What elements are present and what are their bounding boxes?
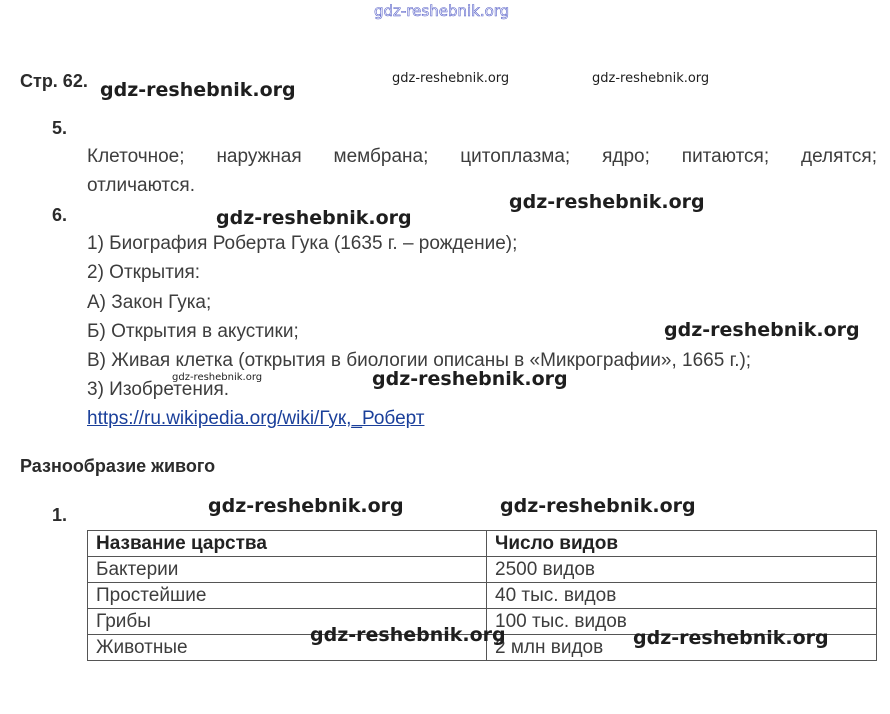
task6-line: 1) Биография Роберта Гука (1635 г. – рождение);	[87, 233, 518, 254]
wikipedia-link[interactable]: https://ru.wikipedia.org/wiki/Гук,_Роберт	[87, 408, 425, 429]
table-cell: Простейшие	[88, 583, 487, 609]
watermark: gdz-reshebnik.org	[592, 71, 710, 86]
table-cell: 2 млн видов	[487, 635, 877, 661]
task-number: 5.	[52, 118, 68, 138]
task6-line: Б) Открытия в акустики;	[87, 321, 299, 342]
watermark: gdz-reshebnik.org	[310, 624, 506, 646]
watermark: gdz-reshebnik.org	[372, 368, 568, 390]
watermark: gdz-reshebnik.org	[633, 627, 829, 649]
task5-text: Клеточное; наружная мембрана; цитоплазма; ядро; питаются; делятся;	[87, 146, 877, 167]
table-row	[88, 583, 877, 609]
watermark: gdz-reshebnik.org	[509, 191, 705, 213]
watermark: gdz-reshebnik.org	[500, 495, 696, 517]
task5-text-continued: отличаются.	[87, 175, 195, 196]
page-label: Стр. 62.	[20, 71, 88, 91]
task6-line: А) Закон Гука;	[87, 292, 212, 313]
table-header-row	[88, 531, 877, 557]
task-number: 6.	[52, 205, 68, 225]
table-cell: Бактерии	[88, 557, 487, 583]
task6-line: 3) Изобретения.	[87, 379, 230, 400]
section-title: Разнообразие живого	[20, 456, 216, 476]
table-cell: Грибы	[88, 609, 487, 635]
table-header-cell: Название царства	[88, 531, 487, 557]
watermark: gdz-reshebnik.org	[664, 319, 860, 341]
watermark-top: gdz-reshebnik.org	[374, 2, 510, 20]
task6-line: 2) Открытия:	[87, 262, 201, 283]
table-header-cell: Число видов	[487, 531, 877, 557]
table-cell: 40 тыс. видов	[487, 583, 877, 609]
watermark: gdz-reshebnik.org	[216, 207, 412, 229]
table-row	[88, 557, 877, 583]
task6-line: В) Живая клетка (открытия в биологии описаны в «Микрографии», 1665 г.);	[87, 350, 752, 371]
task-number: 1.	[52, 505, 68, 525]
watermark: gdz-reshebnik.org	[392, 71, 510, 86]
watermark: gdz-reshebnik.org	[208, 495, 404, 517]
table-cell: 100 тыс. видов	[487, 609, 877, 635]
table-cell: 2500 видов	[487, 557, 877, 583]
watermark: gdz-reshebnik.org	[172, 372, 263, 383]
watermark: gdz-reshebnik.org	[100, 79, 296, 101]
table-cell: Животные	[88, 635, 487, 661]
